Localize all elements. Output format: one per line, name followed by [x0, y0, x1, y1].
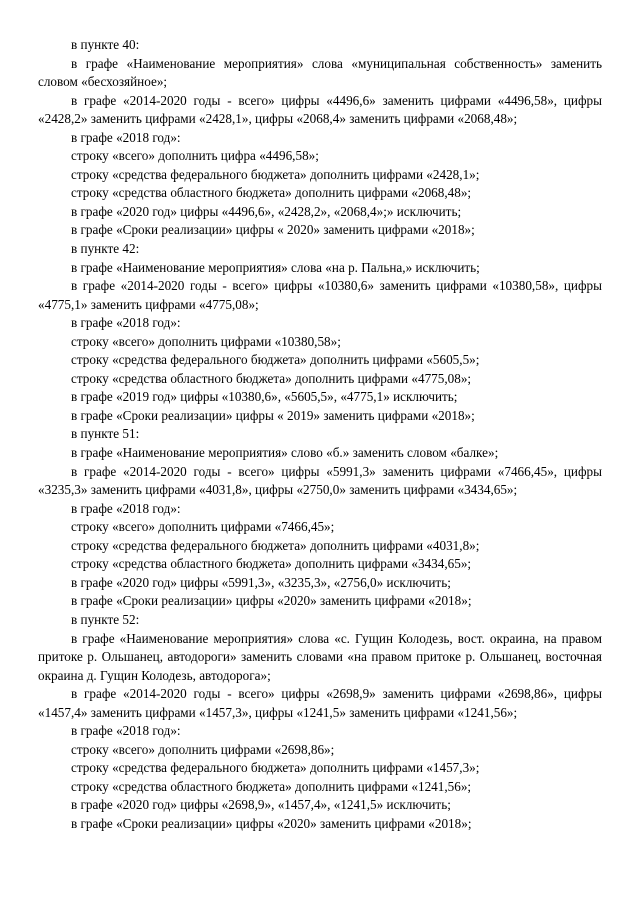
- paragraph: строку «средства областного бюджета» дополнить цифрами «2068,48»;: [71, 185, 472, 201]
- paragraph: в пункте 52:: [71, 611, 140, 627]
- paragraph: строку «средства федерального бюджета» дополнить цифрами «4031,8»;: [71, 537, 480, 553]
- paragraph: в графе «2014-2020 годы - всего» цифры «10380,6» заменить цифрами «10380,58», цифры «4775,1» заменить цифрами «4775,08»;: [38, 278, 602, 312]
- paragraph: в графе «Наименование мероприятия» слова «с. Гущин Колодезь, вост. окраина, на правом притоке р. Ольшанец, автодороги» заменить словами «на правом притоке р. Ольшанец, восточная окраина д. Гущин Колодезь, автодорога»;: [38, 630, 602, 683]
- paragraph: строку «всего» дополнить цифрами «10380,58»;: [71, 333, 341, 349]
- paragraph: в графе «2020 год» цифры «2698,9», «1457,4», «1241,5» исключить;: [71, 797, 451, 813]
- paragraph: в графе «2014-2020 годы - всего» цифры «2698,9» заменить цифрами «2698,86», цифры «1457,4» заменить цифрами «1457,3», цифры «1241,5» заменить цифрами «1241,56»;: [38, 686, 602, 720]
- paragraph: в пункте 51:: [71, 426, 140, 442]
- paragraph: в графе «Сроки реализации» цифры «2020» заменить цифрами «2018»;: [71, 815, 472, 831]
- paragraph: строку «всего» дополнить цифра «4496,58»;: [71, 148, 319, 164]
- paragraph: в графе «2018 год»:: [71, 315, 181, 331]
- paragraph: в графе «2018 год»:: [71, 500, 181, 516]
- paragraph: строку «средства федерального бюджета» дополнить цифрами «5605,5»;: [71, 352, 480, 368]
- paragraph: строку «средства областного бюджета» дополнить цифрами «4775,08»;: [71, 370, 472, 386]
- paragraph: строку «всего» дополнить цифрами «7466,45»;: [71, 519, 335, 535]
- paragraph: в графе «Сроки реализации» цифры « 2019» заменить цифрами «2018»;: [71, 407, 475, 423]
- paragraph: в графе «2020 год» цифры «4496,6», «2428,2», «2068,4»;» исключить;: [71, 203, 462, 219]
- paragraph: в графе «2014-2020 годы - всего» цифры «5991,3» заменить цифрами «7466,45», цифры «3235,3» заменить цифрами «4031,8», цифры «2750,0» заменить цифрами «3434,65»;: [38, 463, 602, 498]
- paragraph: в графе «Наименование мероприятия» слово «б.» заменить словом «балке»;: [71, 445, 499, 461]
- paragraph: строку «средства областного бюджета» дополнить цифрами «3434,65»;: [71, 556, 472, 572]
- paragraph: в графе «2014-2020 годы - всего» цифры «4496,6» заменить цифрами «4496,58», цифры «2428,2» заменить цифрами «2428,1», цифры «2068,4» заменить цифрами «2068,48»;: [38, 92, 602, 127]
- paragraph: строку «средства федерального бюджета» дополнить цифрами «2428,1»;: [71, 166, 480, 182]
- paragraph: в графе «2018 год»:: [71, 723, 181, 739]
- paragraph: строку «средства областного бюджета» дополнить цифрами «1241,56»;: [71, 778, 472, 794]
- paragraph: в графе «2018 год»:: [71, 129, 181, 145]
- paragraph: в графе «2020 год» цифры «5991,3», «3235,3», «2756,0» исключить;: [71, 574, 451, 590]
- paragraph: строку «всего» дополнить цифрами «2698,86»;: [71, 741, 335, 757]
- paragraph: в пункте 40:: [71, 37, 140, 52]
- paragraph: в графе «Наименование мероприятия» слова «на р. Пальна,» исключить;: [71, 259, 480, 275]
- paragraph: в пункте 42:: [71, 241, 140, 257]
- paragraph: в графе «Наименование мероприятия» слова «муниципальная собственность» заменить словом «бесхозяйное»;: [38, 55, 602, 90]
- paragraph: строку «средства федерального бюджета» дополнить цифрами «1457,3»;: [71, 760, 480, 776]
- paragraph: в графе «2019 год» цифры «10380,6», «5605,5», «4775,1» исключить;: [71, 389, 458, 405]
- paragraph: в графе «Сроки реализации» цифры « 2020» заменить цифрами «2018»;: [71, 222, 475, 238]
- paragraph: в графе «Сроки реализации» цифры «2020» заменить цифрами «2018»;: [71, 593, 472, 609]
